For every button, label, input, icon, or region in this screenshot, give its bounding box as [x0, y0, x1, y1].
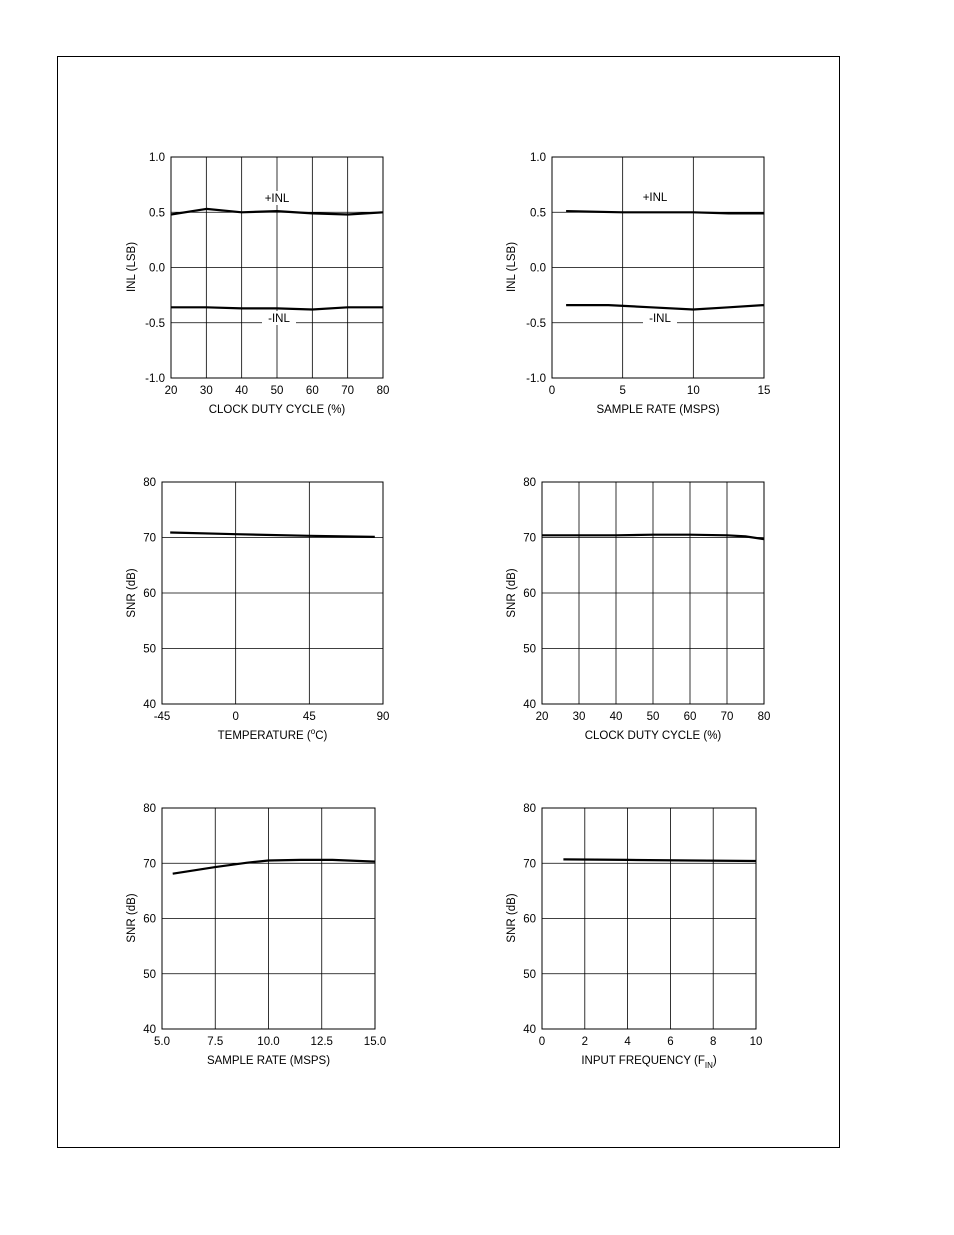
x-axis-label-tail: C) — [315, 730, 328, 742]
y-axis-label: SNR (dB) — [506, 568, 518, 618]
y-axis-label: INL (LSB) — [506, 241, 518, 293]
x-axis-label-text: INPUT FREQUENCY (F — [581, 1055, 705, 1067]
chart-6 — [506, 803, 762, 1070]
x-tick-label: -45 — [153, 711, 171, 723]
x-tick-label: 60 — [305, 385, 319, 397]
y-tick-label: 0.0 — [149, 262, 165, 275]
x-tick-label: 60 — [683, 711, 697, 723]
x-tick-label: 70 — [341, 385, 355, 397]
x-tick-label: 50 — [270, 385, 284, 397]
x-axis-label-text: SAMPLE RATE (MSPS) — [596, 404, 720, 416]
y-tick-label: 40 — [523, 699, 536, 711]
series-line — [171, 307, 383, 309]
x-tick-label: 0 — [548, 385, 556, 397]
series-label: -INL — [649, 313, 671, 325]
x-axis-label — [207, 1055, 330, 1067]
x-tick-label: 90 — [376, 711, 390, 723]
y-tick-label: 40 — [143, 1024, 156, 1036]
y-axis-label: SNR (dB) — [506, 893, 518, 943]
y-axis-label: INL (LSB) — [126, 241, 138, 293]
x-axis-label-text: TEMPERATURE ( — [217, 730, 311, 742]
x-tick-label: 12.5 — [310, 1036, 333, 1048]
chart-1 — [126, 152, 389, 416]
x-axis-label-text: SAMPLE RATE (MSPS) — [206, 1055, 331, 1067]
y-tick-label: 40 — [523, 1024, 536, 1036]
y-tick-label: 70 — [523, 532, 536, 545]
x-tick-label: 6 — [667, 1036, 674, 1048]
series-label: -INL — [268, 313, 290, 325]
x-tick-label: 15 — [757, 385, 771, 397]
x-tick-label: 80 — [757, 711, 771, 723]
y-tick-label: 50 — [143, 968, 156, 981]
x-tick-label: 4 — [624, 1036, 631, 1048]
x-axis-label-text: CLOCK DUTY CYCLE (%) — [208, 404, 346, 416]
y-tick-label: 1.0 — [530, 152, 546, 164]
series-label: +INL — [264, 193, 290, 205]
x-axis-label — [209, 404, 346, 416]
y-tick-label: 0.0 — [530, 262, 546, 275]
x-tick-label: 7.5 — [207, 1036, 224, 1048]
x-tick-label: 40 — [235, 385, 249, 397]
x-tick-label: 20 — [164, 385, 178, 397]
chart-5 — [126, 803, 386, 1067]
x-tick-label: 30 — [572, 711, 586, 723]
chart-3 — [126, 477, 389, 742]
x-axis-label-tail: ) — [712, 1055, 717, 1067]
y-tick-label: -1.0 — [145, 373, 165, 385]
chart-2 — [506, 152, 770, 416]
x-tick-label: 10.0 — [257, 1036, 280, 1048]
x-axis-label — [585, 730, 722, 742]
y-tick-label: 60 — [143, 588, 156, 600]
series-line — [566, 305, 764, 309]
series-line — [170, 533, 375, 537]
y-tick-label: 0.5 — [149, 207, 165, 220]
x-tick-label: 15.0 — [363, 1036, 387, 1048]
x-axis-label — [596, 404, 719, 416]
y-tick-label: 80 — [523, 803, 536, 815]
y-axis-label: SNR (dB) — [126, 568, 138, 618]
y-axis-label: SNR (dB) — [126, 893, 138, 943]
y-tick-label: 70 — [143, 858, 156, 871]
x-tick-label: 10 — [749, 1036, 763, 1048]
y-tick-label: 50 — [523, 968, 536, 981]
x-tick-label: 80 — [376, 385, 390, 397]
chart-4 — [506, 477, 770, 742]
y-tick-label: 60 — [523, 913, 536, 926]
x-tick-label: 30 — [199, 385, 213, 397]
y-tick-label: 80 — [143, 803, 156, 815]
y-tick-label: -1.0 — [526, 373, 546, 385]
y-tick-label: 70 — [523, 858, 536, 871]
x-tick-label: 70 — [720, 711, 734, 723]
y-tick-label: 50 — [523, 643, 536, 656]
x-tick-label: 8 — [709, 1036, 717, 1048]
y-tick-label: 0.5 — [530, 207, 546, 220]
x-tick-label: 40 — [609, 711, 623, 723]
x-tick-label: 5 — [619, 385, 626, 397]
x-tick-label: 20 — [535, 711, 549, 723]
y-tick-label: -0.5 — [145, 317, 165, 330]
y-tick-label: -0.5 — [526, 317, 546, 330]
series-line — [563, 859, 756, 861]
series-line — [173, 860, 375, 874]
x-tick-label: 0 — [538, 1036, 546, 1048]
y-tick-label: 80 — [143, 477, 156, 489]
series-label: +INL — [642, 192, 668, 204]
x-axis-label — [581, 1055, 717, 1070]
x-tick-label: 45 — [302, 711, 316, 723]
x-axis-label — [218, 727, 328, 742]
y-tick-label: 40 — [143, 699, 156, 711]
x-tick-label: 50 — [646, 711, 660, 723]
x-tick-label: 10 — [686, 385, 700, 397]
y-tick-label: 1.0 — [149, 152, 165, 164]
y-tick-label: 80 — [523, 477, 536, 489]
x-axis-label-script: o — [310, 727, 316, 736]
x-tick-label: 5.0 — [154, 1036, 170, 1048]
x-tick-label: 2 — [581, 1036, 589, 1048]
y-tick-label: 70 — [143, 532, 156, 545]
x-axis-label-script: IN — [704, 1061, 713, 1070]
y-tick-label: 50 — [143, 643, 156, 656]
x-tick-label: 0 — [232, 711, 239, 723]
y-tick-label: 60 — [523, 588, 536, 600]
x-axis-label-text: CLOCK DUTY CYCLE (%) — [584, 730, 722, 742]
y-tick-label: 60 — [143, 913, 156, 926]
